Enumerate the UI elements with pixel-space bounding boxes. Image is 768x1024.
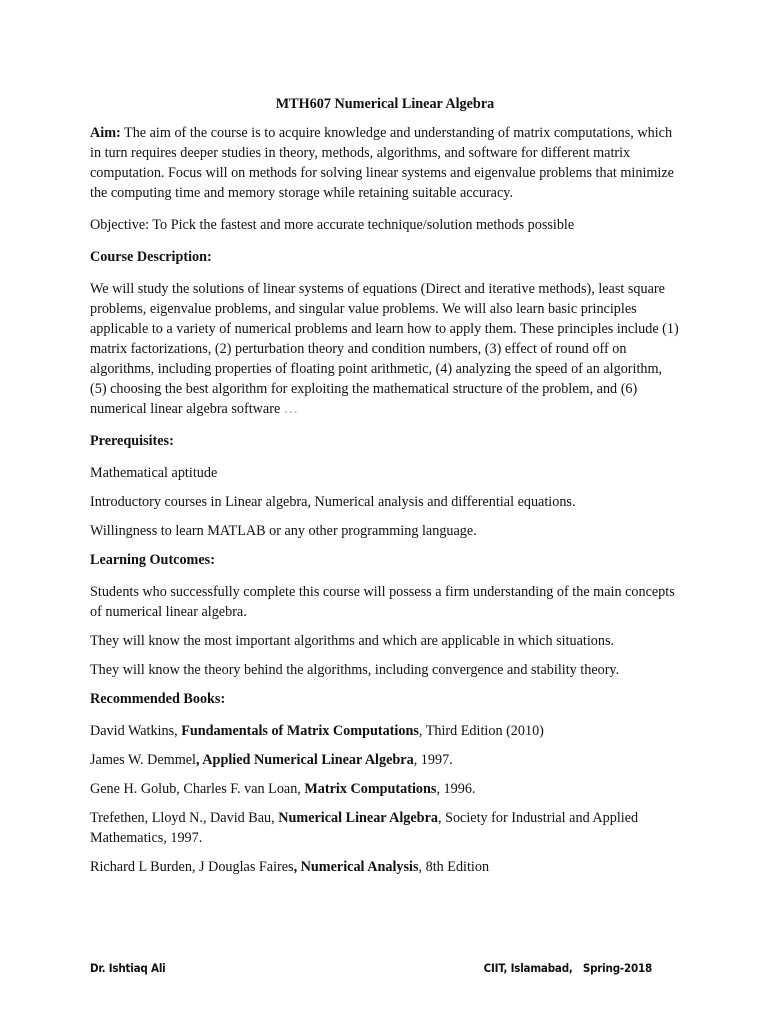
book-title: , Numerical Analysis xyxy=(293,859,419,875)
aim-paragraph xyxy=(90,123,680,203)
book-author: Richard L Burden, J Douglas Faires xyxy=(90,859,294,875)
page-footer xyxy=(90,961,652,975)
book-details: , Society for Industrial and Applied Mathematics, 1997. xyxy=(90,810,639,846)
book-title: Numerical Linear Algebra xyxy=(278,810,438,826)
course-description-heading: Course Description: xyxy=(90,249,212,265)
book-title: Fundamentals of Matrix Computations xyxy=(181,723,419,739)
learning-outcome-item: They will know the theory behind the algorithms, including convergence and stability theory. xyxy=(90,662,620,678)
learning-outcome-item: They will know the most important algorithms and which are applicable in which situations. xyxy=(90,633,615,649)
book-author: James W. Demmel xyxy=(90,752,196,768)
prerequisites-heading: Prerequisites: xyxy=(90,433,174,449)
course-description-paragraph xyxy=(90,279,680,419)
ellipsis-mark: … xyxy=(283,401,298,417)
book-entry xyxy=(90,750,680,770)
book-title: , Applied Numerical Linear Algebra xyxy=(196,752,414,768)
book-details: , 1996. xyxy=(436,781,476,797)
book-details: , 1997. xyxy=(413,752,453,768)
book-author: David Watkins, xyxy=(90,723,182,739)
book-entry xyxy=(90,857,680,877)
footer-institution: CIIT, Islamabad, Spring-2018 xyxy=(483,961,652,975)
objective-paragraph: Objective: To Pick the fastest and more accurate technique/solution methods possible xyxy=(90,217,575,233)
aim-text: The aim of the course is to acquire knowledge and understanding of matrix computations, which in turn requires deeper studies in theory, methods, algorithms, and software for different matrix computation. Focus will on methods for solving linear systems and eigenvalue problems that minimize the computing time and memory storage while retaining suitable accuracy. xyxy=(90,125,674,201)
aim-label: Aim: xyxy=(90,125,121,141)
book-title: Matrix Computations xyxy=(304,781,437,797)
learning-outcome-item: Students who successfully complete this course will possess a firm understanding of the main concepts of numerical linear algebra. xyxy=(90,584,675,620)
prerequisite-item: Mathematical aptitude xyxy=(90,465,218,481)
learning-outcomes-heading: Learning Outcomes: xyxy=(90,552,215,568)
document-page xyxy=(90,94,680,877)
recommended-books-heading: Recommended Books: xyxy=(90,691,226,707)
book-details: , 8th Edition xyxy=(418,859,490,875)
book-author: Gene H. Golub, Charles F. van Loan, xyxy=(90,781,305,797)
book-entry xyxy=(90,779,680,799)
prerequisite-item: Willingness to learn MATLAB or any other programming language. xyxy=(90,523,477,539)
book-author: Trefethen, Lloyd N., David Bau, xyxy=(90,810,279,826)
course-description-text: We will study the solutions of linear systems of equations (Direct and iterative methods), least square problems, eigenvalue problems, and singular value problems. We will also learn basic principles applicable to a variety of numerical problems and learn how to apply them. These principles include (1) matrix factorizations, (2) perturbation theory and condition numbers, (3) effect of round off on algorithms, including properties of floating point arithmetic, (4) analyzing the speed of an algorithm, (5) choosing the best algorithm for exploiting the mathematical structure of the problem, and (6) numerical linear algebra software xyxy=(90,281,679,417)
footer-author: Dr. Ishtiaq Ali xyxy=(90,961,166,975)
book-entry xyxy=(90,721,680,741)
page-title: MTH607 Numerical Linear Algebra xyxy=(275,96,495,112)
book-details: , Third Edition (2010) xyxy=(418,723,544,739)
book-entry xyxy=(90,808,680,848)
prerequisite-item: Introductory courses in Linear algebra, Numerical analysis and differential equations. xyxy=(90,494,576,510)
